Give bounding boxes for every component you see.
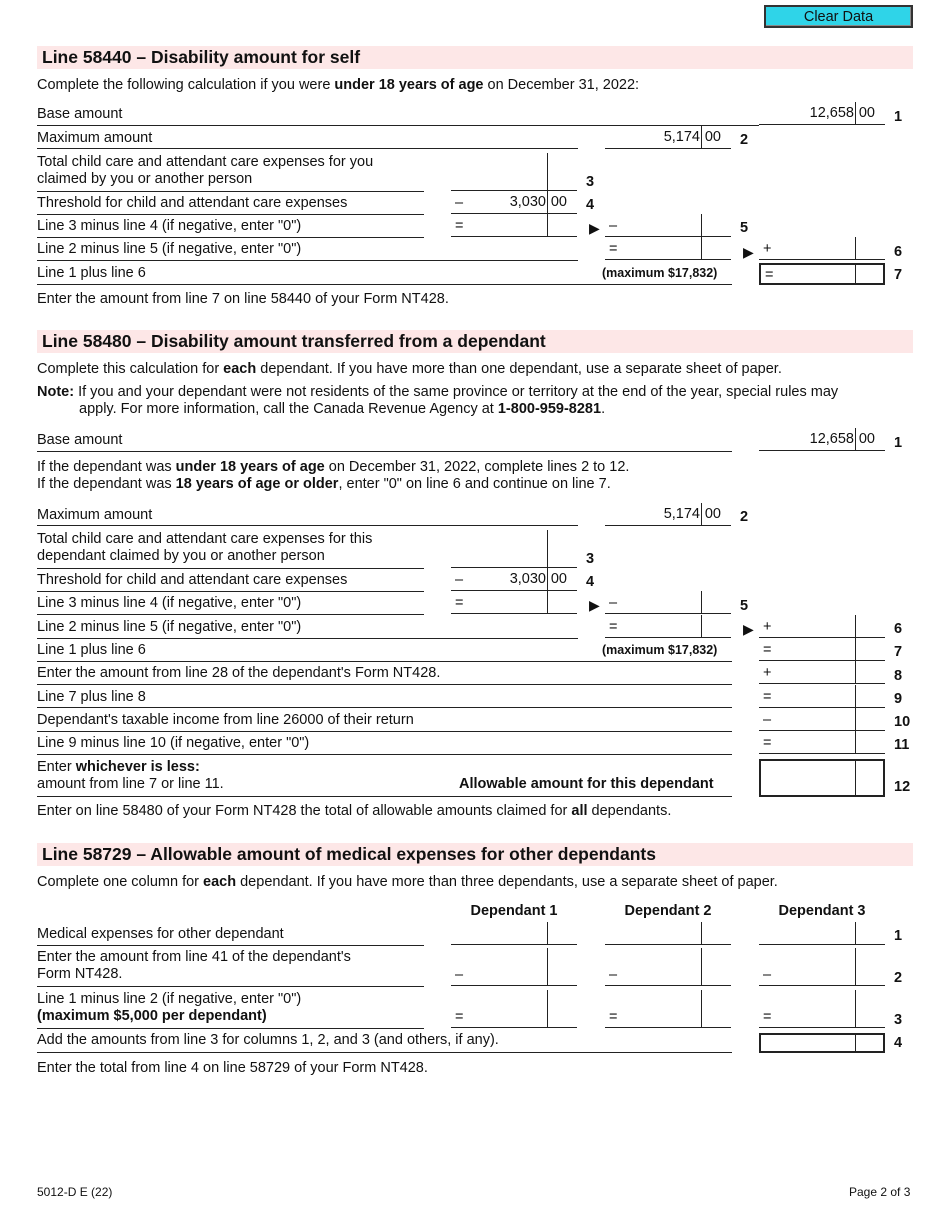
s2-note: Note: If you and your dependant were not residents of the same province or territory at the end of the year, special rules may	[37, 384, 839, 400]
amount-value: 00	[550, 571, 567, 587]
s3-intro: Complete one column for each dependant. If you have more than three dependants, use a separate sheet of paper.	[37, 874, 778, 890]
s3-line1-label: Medical expenses for other dependant	[37, 926, 284, 942]
section-title-58729: Line 58729 – Allowable amount of medical expenses for other dependants	[37, 843, 913, 866]
s2-line8-input[interactable]	[759, 661, 885, 684]
s2-line3-label-b: dependant claimed by you or another person	[37, 548, 325, 564]
s1-line4-label: Threshold for child and attendant care expenses	[37, 195, 348, 211]
s1-line7-label: Line 1 plus line 6	[37, 265, 146, 281]
s2-intro: Complete this calculation for each dependant. If you have more than one dependant, use a separate sheet of paper.	[37, 361, 782, 377]
arrow-icon: ▶	[743, 621, 754, 637]
s3-dep2-line1-input[interactable]	[605, 922, 731, 945]
s1-line5-field	[605, 214, 731, 237]
amount-value: 3,030	[509, 571, 546, 587]
s2-line6-calc	[605, 615, 731, 638]
s2-cond1: If the dependant was under 18 years of age on December 31, 2022, complete lines 2 to 12.	[37, 459, 630, 475]
page-number: Page 2 of 3	[849, 1185, 911, 1199]
s1-line7-total	[759, 263, 885, 285]
operator-sign: +	[763, 665, 772, 681]
operator-sign: =	[763, 1009, 772, 1025]
line-number: 8	[894, 668, 903, 684]
operator-sign: +	[763, 619, 772, 635]
amount-value: 5,174	[663, 506, 700, 522]
s2-line4-label: Threshold for child and attendant care expenses	[37, 572, 348, 588]
line-number: 10	[894, 714, 911, 730]
s3-dep2-line2-input[interactable]	[605, 948, 731, 986]
operator-sign: –	[455, 195, 464, 211]
arrow-icon: ▶	[589, 220, 600, 236]
column-header-dependant-1: Dependant 1	[470, 903, 558, 919]
operator-sign: =	[763, 642, 772, 658]
s3-footer: Enter the total from line 4 on line 58729 of your Form NT428.	[37, 1060, 428, 1076]
operator-sign: +	[763, 241, 772, 257]
line-number: 6	[894, 244, 903, 260]
line-number: 2	[894, 970, 903, 986]
amount-value: 00	[550, 194, 567, 210]
form-id: 5012-D E (22)	[37, 1185, 113, 1199]
line-number: 4	[586, 574, 595, 590]
s3-dep1-line2-input[interactable]	[451, 948, 577, 986]
line-number: 6	[894, 621, 903, 637]
s1-line6-label: Line 2 minus line 5 (if negative, enter "0")	[37, 241, 302, 257]
operator-sign: =	[609, 619, 618, 635]
s2-line1-label: Base amount	[37, 432, 123, 448]
s2-max-amount-field	[605, 503, 731, 526]
s2-line7-field	[759, 638, 885, 661]
s1-base-amount-field	[759, 102, 885, 125]
section-title-58440: Line 58440 – Disability amount for self	[37, 46, 913, 69]
s2-line3-input[interactable]	[451, 530, 577, 568]
s2-line8-label: Enter the amount from line 28 of the dependant's Form NT428.	[37, 665, 441, 681]
s1-line1-label: Base amount	[37, 106, 123, 122]
clear-data-button[interactable]: Clear Data	[764, 5, 913, 28]
amount-value: 3,030	[509, 194, 546, 210]
arrow-icon: ▶	[743, 244, 754, 260]
s1-line6-calc	[605, 237, 731, 260]
line-number: 5	[740, 220, 749, 236]
s3-line3-label-a: Line 1 minus line 2 (if negative, enter "0")	[37, 991, 302, 1007]
s2-note-line2: apply. For more information, call the Canada Revenue Agency at 1-800-959-8281.	[79, 401, 606, 417]
line-number: 7	[894, 644, 903, 660]
amount-value: 5,174	[663, 129, 700, 145]
line-number: 4	[586, 197, 595, 213]
line-number: 3	[586, 174, 595, 190]
s3-line2-label-b: Form NT428.	[37, 966, 123, 982]
s1-line3-label-b: claimed by you or another person	[37, 171, 253, 187]
s1-line2-label: Maximum amount	[37, 130, 153, 146]
s3-dep1-line1-input[interactable]	[451, 922, 577, 945]
line-number: 12	[894, 779, 911, 795]
operator-sign: =	[455, 595, 464, 611]
s1-line3-label-a: Total child care and attendant care expenses for you	[37, 154, 374, 170]
operator-sign: =	[609, 1009, 618, 1025]
s3-dep3-line3-field	[759, 990, 885, 1028]
line-number: 5	[740, 598, 749, 614]
s3-dep3-line2-input[interactable]	[759, 948, 885, 986]
s2-maximum-note: (maximum $17,832)	[602, 643, 718, 657]
s1-max-amount-field	[605, 126, 731, 149]
line-number: 4	[894, 1035, 903, 1051]
s3-dep2-line3-field	[605, 990, 731, 1028]
operator-sign: =	[455, 1009, 464, 1025]
s2-allowable-label: Allowable amount for this dependant	[459, 776, 714, 792]
operator-sign: =	[763, 735, 772, 751]
operator-sign: –	[455, 572, 464, 588]
amount-value: 12,658	[809, 105, 854, 121]
line-number: 11	[894, 737, 910, 753]
line-number: 2	[740, 132, 749, 148]
line-number: 3	[586, 551, 595, 567]
amount-value: 12,658	[809, 431, 854, 447]
s3-line4-label: Add the amounts from line 3 for columns 1, 2, and 3 (and others, if any).	[37, 1032, 499, 1048]
operator-sign: –	[763, 967, 772, 983]
amount-value: 00	[858, 105, 875, 121]
s1-line5-calc	[451, 214, 577, 237]
s2-line11-label: Line 9 minus line 10 (if negative, enter "0")	[37, 735, 310, 751]
column-header-dependant-3: Dependant 3	[778, 903, 866, 919]
s2-line10-input[interactable]	[759, 708, 885, 731]
s3-line4-total	[759, 1033, 885, 1053]
operator-sign: –	[763, 712, 772, 728]
s2-line12-label-b: amount from line 7 or line 11.	[37, 776, 224, 792]
line-number: 2	[740, 509, 749, 525]
s2-line3-label-a: Total child care and attendant care expenses for this	[37, 531, 373, 547]
s2-line9-label: Line 7 plus line 8	[37, 689, 146, 705]
s2-line5-label: Line 3 minus line 4 (if negative, enter "0")	[37, 595, 302, 611]
s1-line3-input[interactable]	[451, 153, 577, 191]
section-title-58480: Line 58480 – Disability amount transferred from a dependant	[37, 330, 913, 353]
s1-intro: Complete the following calculation if you were under 18 years of age on December 31, 2022:	[37, 77, 640, 93]
amount-value: 00	[858, 431, 875, 447]
s2-line2-label: Maximum amount	[37, 507, 153, 523]
s3-line3-label-b: (maximum $5,000 per dependant)	[37, 1008, 267, 1024]
s2-base-amount-field	[759, 428, 885, 451]
line-number: 7	[894, 267, 903, 283]
line-number: 1	[894, 109, 903, 125]
s1-line5-label: Line 3 minus line 4 (if negative, enter "0")	[37, 218, 302, 234]
s2-line6-field	[759, 615, 885, 638]
operator-sign: –	[609, 218, 618, 234]
operator-sign: –	[609, 595, 618, 611]
s3-line2-label-a: Enter the amount from line 41 of the dependant's	[37, 949, 351, 965]
operator-sign: –	[609, 967, 618, 983]
s2-line12-label-a: Enter whichever is less:	[37, 759, 200, 775]
operator-sign: =	[763, 689, 772, 705]
amount-value: 00	[704, 506, 721, 522]
s1-maximum-note: (maximum $17,832)	[602, 266, 718, 280]
s3-dep1-line3-field	[451, 990, 577, 1028]
line-number: 9	[894, 691, 903, 707]
s2-line6-label: Line 2 minus line 5 (if negative, enter "0")	[37, 619, 302, 635]
s1-threshold-field	[451, 191, 577, 214]
line-number: 1	[894, 435, 903, 451]
s2-line10-label: Dependant's taxable income from line 26000 of their return	[37, 712, 414, 728]
amount-value: 00	[704, 129, 721, 145]
arrow-icon: ▶	[589, 597, 600, 613]
s2-line11-field	[759, 731, 885, 754]
s2-line12-total	[759, 759, 885, 797]
s2-line5-calc	[451, 591, 577, 614]
operator-sign: –	[455, 967, 464, 983]
s2-footer: Enter on line 58480 of your Form NT428 the total of allowable amounts claimed for all dependants.	[37, 803, 672, 819]
s2-line7-label: Line 1 plus line 6	[37, 642, 146, 658]
s2-cond2: If the dependant was 18 years of age or older, enter "0" on line 6 and continue on line 7.	[37, 476, 611, 492]
operator-sign: =	[455, 218, 464, 234]
operator-sign: =	[765, 267, 774, 283]
s2-line9-field	[759, 685, 885, 708]
s1-footer: Enter the amount from line 7 on line 58440 of your Form NT428.	[37, 291, 449, 307]
s3-dep3-line1-input[interactable]	[759, 922, 885, 945]
line-number: 1	[894, 928, 903, 944]
operator-sign: =	[609, 241, 618, 257]
s2-line5-field	[605, 591, 731, 614]
line-number: 3	[894, 1012, 903, 1028]
s2-threshold-field	[451, 568, 577, 591]
column-header-dependant-2: Dependant 2	[624, 903, 712, 919]
s1-line6-field	[759, 237, 885, 260]
